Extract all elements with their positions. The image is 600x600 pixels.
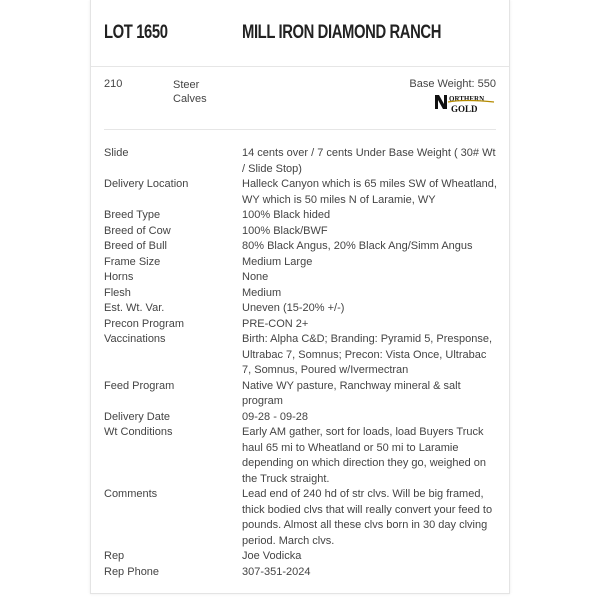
section-divider: [104, 129, 496, 130]
detail-value: Joe Vodicka: [242, 550, 302, 562]
detail-row-delivery-location: [104, 177, 504, 208]
detail-value: 80% Black Angus, 20% Black Ang/Simm Angus: [242, 240, 473, 252]
detail-label: Breed of Bull: [104, 240, 167, 252]
detail-value: Medium: [242, 286, 282, 299]
ranch-name: MILL IRON DIAMOND RANCH: [242, 22, 442, 43]
logo-n-mark: [435, 95, 447, 109]
lot-header: [91, 0, 509, 67]
detail-label: Delivery Date: [104, 410, 171, 423]
detail-label: Horns: [104, 271, 134, 283]
detail-row-delivery-date: [104, 410, 504, 426]
detail-label: Delivery Location: [104, 178, 189, 190]
detail-row-horns: [104, 270, 504, 286]
detail-value: 100% Black/BWF: [242, 224, 328, 237]
detail-value: Lead end of 240 hd of str clvs. Will be big framed, thick bodied clvs that will really convert your feed to pounds. Almost all these clvs born in 30 day clving period. March clvs.: [242, 488, 493, 547]
detail-value: Early AM gather, sort for loads, load Buyers Truck haul 65 mi to Wheatland or 50 mi to Laramie depending on which direction they go, weighed on the Truck straight.: [242, 426, 487, 485]
detail-row-precon-program: [104, 317, 504, 333]
detail-row-vaccinations: [104, 332, 504, 379]
base-weight: Base Weight: 550: [409, 78, 496, 90]
detail-row-breed-of-cow: [104, 224, 504, 240]
detail-row-wt-conditions: [104, 425, 504, 487]
detail-label: Rep Phone: [104, 565, 160, 578]
animal-description: [173, 78, 207, 106]
detail-row-feed-program: [104, 379, 504, 410]
detail-row-weight-variation: [104, 301, 504, 317]
lot-card: [90, 0, 510, 594]
detail-row-slide: [104, 146, 504, 177]
detail-value: PRE-CON 2+: [242, 317, 309, 330]
detail-label: Est. Wt. Var.: [104, 302, 165, 314]
lot-number: LOT 1650: [104, 22, 168, 43]
animal-class: Calves: [173, 93, 207, 105]
detail-label: Feed Program: [104, 379, 175, 392]
detail-value: Halleck Canyon which is 65 miles SW of Wheatland, WY which is 50 miles N of Laramie, WY: [242, 178, 497, 206]
detail-label: Frame Size: [104, 255, 161, 268]
lot-details: [104, 146, 504, 580]
detail-row-breed-type: [104, 208, 504, 224]
detail-row-rep-phone: [104, 565, 504, 581]
detail-label: Comments: [104, 488, 158, 500]
detail-row-flesh: [104, 286, 504, 302]
detail-value: Birth: Alpha C&D; Branding: Pyramid 5, Presponse, Ultrabac 7, Somnus; Precon: Vista Once, Ultrabac 7, Somnus, Poured w/Ivermectran: [242, 333, 493, 376]
detail-row-rep: [104, 549, 504, 565]
detail-value: 100% Black hided: [242, 209, 331, 221]
detail-label: Flesh: [104, 286, 131, 299]
detail-label: Wt Conditions: [104, 426, 173, 438]
detail-label: Precon Program: [104, 317, 185, 330]
detail-value: Native WY pasture, Ranchway mineral & salt program: [242, 379, 461, 407]
detail-label: Rep: [104, 550, 125, 562]
detail-value: None: [242, 271, 269, 283]
logo-gold-text: GOLD: [451, 104, 478, 114]
detail-value: 14 cents over / 7 cents Under Base Weight ( 30# Wt / Slide Stop): [242, 147, 496, 175]
detail-value: Medium Large: [242, 255, 313, 268]
detail-label: Breed of Cow: [104, 224, 171, 237]
northern-gold-logo: [434, 92, 496, 114]
detail-row-comments: [104, 487, 504, 549]
detail-value: Uneven (15-20% +/-): [242, 302, 345, 314]
logo-northern-text: ORTHERN: [449, 95, 485, 103]
detail-row-breed-of-bull: [104, 239, 504, 255]
detail-label: Vaccinations: [104, 333, 166, 345]
lot-summary: [104, 76, 496, 130]
detail-label: Breed Type: [104, 209, 161, 221]
head-count: 210: [104, 78, 123, 90]
detail-value: 307-351-2024: [242, 565, 311, 578]
detail-value: 09-28 - 09-28: [242, 410, 309, 423]
detail-row-frame-size: [104, 255, 504, 271]
animal-type: Steer: [173, 79, 200, 91]
detail-label: Slide: [104, 147, 129, 159]
